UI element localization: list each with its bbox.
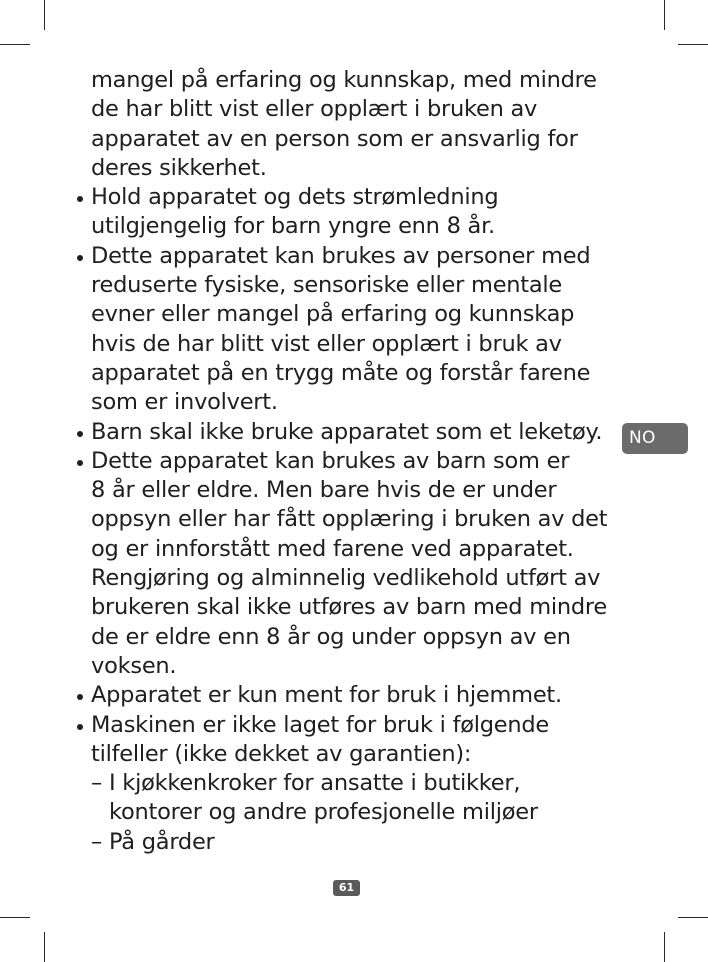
text-line: voksen.	[91, 652, 177, 679]
text-line: apparatet av en person som er ansvarlig for	[91, 125, 578, 152]
crop-mark	[0, 917, 30, 918]
bullet-item	[0, 681, 640, 710]
crop-mark	[678, 917, 708, 918]
dash-mark: –	[91, 770, 102, 797]
text-line: utilgjengelig for barn yngre enn 8 år.	[91, 213, 495, 240]
text-line: Apparatet er kun ment for bruk i hjemmet.	[91, 682, 562, 709]
text-line: reduserte fysiske, sensoriske eller mentale	[91, 272, 563, 299]
bullet-item	[0, 447, 640, 681]
bullet-item	[0, 183, 640, 242]
dash-mark: –	[91, 828, 102, 855]
text-line: de har blitt vist eller opplært i bruken av	[91, 96, 538, 123]
text-line: tilfeller (ikke dekket av garantien):	[91, 740, 472, 767]
text-line: og er innforstått med farene ved apparatet.	[91, 535, 574, 562]
text-line: oppsyn eller har fått opplæring i bruken av det	[91, 506, 608, 533]
text-line: Maskinen er ikke laget for bruk i følgende	[91, 711, 550, 738]
text-line: Rengjøring og alminnelig vedlikehold utført av	[91, 565, 601, 592]
crop-mark	[678, 44, 708, 45]
language-tab: NO	[622, 423, 688, 454]
text-line: som er involvert.	[91, 389, 278, 416]
crop-mark	[664, 932, 665, 962]
bullet-item	[0, 711, 640, 770]
text-line: I kjøkkenkroker for ansatte i butikker,	[109, 770, 521, 797]
bullet-item	[0, 418, 640, 447]
text-line: de er eldre enn 8 år og under oppsyn av en	[91, 623, 571, 650]
text-line: brukeren skal ikke utføres av barn med mindre	[91, 594, 608, 621]
safety-text	[0, 66, 640, 857]
text-line: deres sikkerhet.	[91, 154, 267, 181]
text-line: På gårder	[109, 828, 215, 855]
crop-mark	[664, 0, 665, 30]
text-line: Dette apparatet kan brukes av barn som er	[91, 447, 570, 474]
bullet-item	[0, 242, 640, 418]
intro-paragraph	[0, 66, 640, 183]
text-line: hvis de har blitt vist eller opplært i bruk av	[91, 330, 562, 357]
dash-item	[0, 769, 640, 828]
dash-item	[0, 828, 640, 857]
text-line: 8 år eller eldre. Men bare hvis de er under	[91, 477, 557, 504]
text-line: evner eller mangel på erfaring og kunnskap	[91, 301, 575, 328]
text-line: Barn skal ikke bruke apparatet som et leketøy.	[91, 418, 603, 445]
crop-mark	[0, 44, 30, 45]
text-line: Hold apparatet og dets strømledning	[91, 184, 499, 211]
crop-mark	[44, 0, 45, 30]
page-number: 61	[333, 880, 360, 896]
text-line: kontorer og andre profesjonelle miljøer	[109, 799, 538, 826]
text-line: mangel på erfaring og kunnskap, med mindre	[91, 67, 597, 93]
text-line: Dette apparatet kan brukes av personer med	[91, 242, 591, 269]
crop-mark	[44, 932, 45, 962]
text-line: apparatet på en trygg måte og forstår farene	[91, 359, 591, 386]
